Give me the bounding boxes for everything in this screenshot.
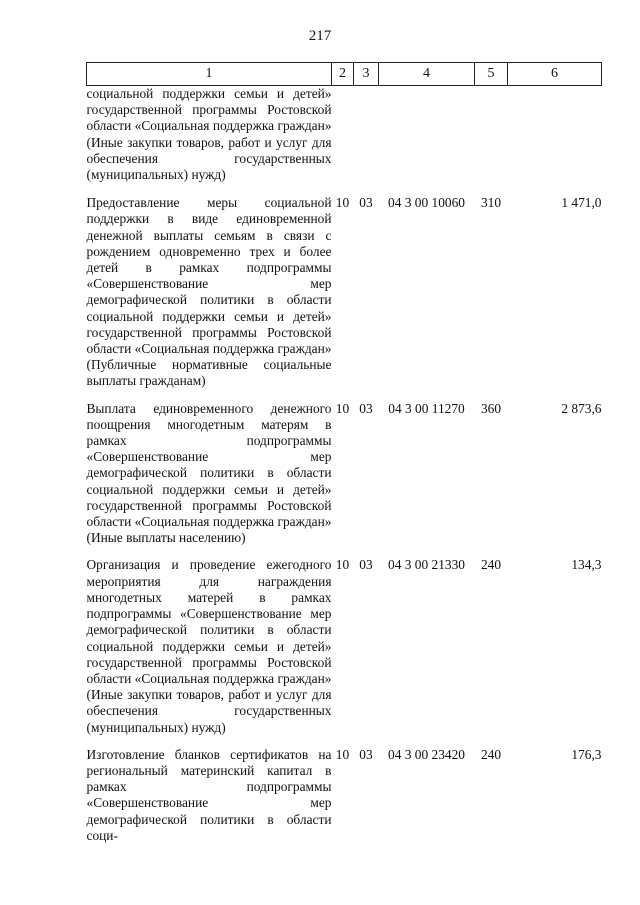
table-row (87, 401, 602, 558)
row-subsection: 03 (359, 557, 373, 573)
row-description: Предоставление меры социальной поддержки в виде единовременной денежной выплаты семьям в связи с рождением одновременно трех и более детей в рамках подпрограммы «Совершенствование мер демографической политики в области социальной поддержки семьи и детей» государственной программы Ростовской области «Социальная поддержка граждан» (Публичные нормативные социальные выплаты гражданам) (86, 195, 332, 389)
table-row (87, 86, 602, 196)
row-target-article: 04 3 00 21330 (388, 557, 465, 573)
row-target-article: 04 3 00 11270 (388, 400, 465, 416)
row-target-article: 04 3 00 10060 (388, 195, 465, 211)
row-subsection (354, 86, 379, 196)
row-target-article (379, 86, 475, 196)
row-section: 10 (335, 746, 350, 762)
header-col-3: 3 (354, 63, 379, 86)
row-expense-type: 240 (480, 557, 502, 573)
table-row (87, 747, 602, 855)
row-target-article: 04 3 00 23420 (388, 746, 465, 762)
row-expense-type: 240 (480, 746, 502, 762)
row-section: 10 (335, 195, 350, 211)
header-col-4: 4 (379, 63, 475, 86)
table-row (87, 557, 602, 746)
row-amount: 134,3 (571, 557, 602, 573)
header-row (87, 63, 602, 86)
row-description: социальной поддержки семьи и детей» государственной программы Ростовской области «Социальная поддержка граждан» (Иные закупки товаров, работ и услуг для обеспечения государственных (муниципальных) нужд) (86, 86, 332, 183)
row-section (332, 86, 354, 196)
row-subsection: 03 (359, 195, 373, 211)
row-amount (508, 86, 602, 196)
row-description: Выплата единовременного денежного поощрения многодетным матерям в рамках подпрограммы «Совершенствование мер демографической политики в области социальной поддержки семьи и детей» государственной программы Ростовской области «Социальная поддержка граждан» (Иные выплаты населению) (86, 400, 332, 546)
table-row (87, 195, 602, 400)
row-expense-type: 360 (480, 400, 502, 416)
budget-table (86, 62, 602, 855)
row-description: Организация и проведение ежегодного мероприятия для награждения многодетных матерей в рамках подпрограммы «Совершенствование мер демографической политики в области социальной поддержки семьи и детей» государственной программы Ростовской области «Социальная поддержка граждан» (Иные закупки товаров, работ и услуг для обеспечения государственных (муниципальных) нужд) (86, 557, 332, 735)
header-col-2: 2 (332, 63, 354, 86)
row-expense-type (475, 86, 508, 196)
row-expense-type: 310 (480, 195, 502, 211)
row-description: Изготовление бланков сертификатов на региональный материнский капитал в рамках подпрограммы «Совершенствование мер демографической политики в области соци- (86, 746, 332, 843)
row-subsection: 03 (359, 746, 373, 762)
row-amount: 2 873,6 (561, 400, 602, 416)
row-subsection: 03 (359, 400, 373, 416)
header-col-6: 6 (508, 63, 602, 86)
row-section: 10 (335, 557, 350, 573)
page-number: 217 (308, 28, 332, 44)
row-section: 10 (335, 400, 350, 416)
row-amount: 1 471,0 (561, 195, 602, 211)
header-col-1: 1 (87, 63, 332, 86)
row-amount: 176,3 (571, 746, 602, 762)
header-col-5: 5 (475, 63, 508, 86)
